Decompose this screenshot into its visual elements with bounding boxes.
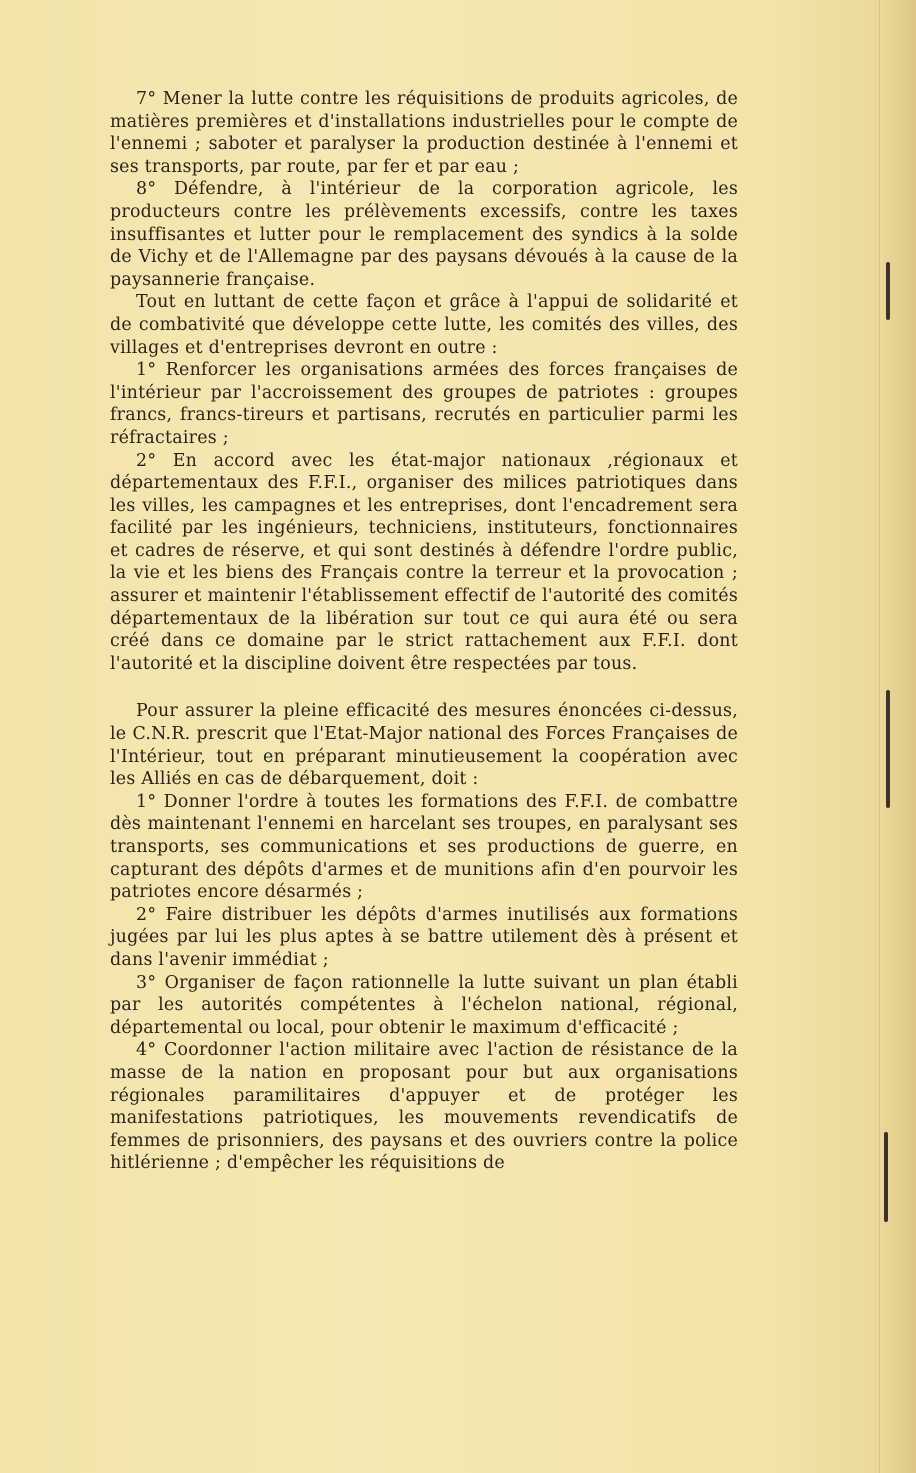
paragraph-comites-item-2: 2° En accord avec les état-major nationaux ,régionaux et départementaux des F.F.I., organiser des milices patriotiques dans les villes, les campagnes et les entreprises, dont l'encadrement sera facilité par les ingénieurs, techniciens, instituteurs, fonctionnaires et cadres de réserve, et qui sont destinés à défendre l'ordre public, la vie et les biens des Français contre la terreur et la provocation ; assurer et maintenir l'établissement effectif de l'autorité des comités départementaux de la libération sur tout ce qui aura été ou sera créé dans ce domaine par le strict rattachement aux F.F.I. dont l'autorité et la discipline doivent être respectées par tous.: [110, 450, 738, 674]
staple-mark: [886, 690, 890, 808]
paragraph-etat-major-item-4: 4° Coordonner l'action militaire avec l'action de résistance de la masse de la nation en proposant pour but aux organisations régionales paramilitaires d'appuyer et de protéger les manifestations patriotiques, les mouvements revendicatifs de femmes de prisonniers, des paysans et des ouvriers contre la police hitlérienne ; d'empêcher les réquisitions de: [110, 1040, 738, 1174]
paragraph-etat-major-item-2: 2° Faire distribuer les dépôts d'armes inutilisés aux formations jugées par lui les plus aptes à se battre utilement dès à présent et dans l'avenir immédiat ;: [110, 904, 738, 970]
paragraph-comites-item-1: 1° Renforcer les organisations armées des forces françaises de l'intérieur par l'accroissement des groupes de patriotes : groupes francs, francs-tireurs et partisans, recrutés en particulier parmi les réfractaires ;: [110, 360, 738, 448]
staple-mark: [884, 1132, 888, 1222]
page-edge: [879, 0, 916, 1473]
staple-mark: [886, 262, 890, 320]
paragraph-intro-etat-major: Pour assurer la pleine efficacité des mesures énoncées ci-dessus, le C.N.R. prescrit que l'Etat-Major national des Forces Françaises de l'Intérieur, tout en préparant minutieusement la coopération avec les Alliés en cas de débarquement, doit :: [110, 701, 738, 790]
paragraph-item-8: 8° Défendre, à l'intérieur de la corporation agricole, les producteurs contre les prélèvements excessifs, contre les taxes insuffisantes et lutter pour le remplacement des syndics à la solde de Vichy et de l'Allemagne par des paysans dévoués à la cause de la paysannerie française.: [110, 179, 738, 290]
paragraph-etat-major-item-1: 1° Donner l'ordre à toutes les formations des F.F.I. de combattre dès maintenant l'ennemi en harcelant ses troupes, en paralysant ses transports, ses communications et ses productions de guerre, en capturant des dépôts d'armes et de munitions afin d'en pourvoir les patriotes encore désarmés ;: [110, 791, 738, 903]
paragraph-intro-comites: Tout en luttant de cette façon et grâce à l'appui de solidarité et de combativité que développe cette lutte, les comités des villes, des villages et d'entreprises devront en outre :: [110, 292, 738, 358]
paragraph-etat-major-item-3: 3° Organiser de façon rationnelle la lutte suivant un plan établi par les autorités compétentes à l'échelon national, régional, départemental ou local, pour obtenir le maximum d'efficacité ;: [110, 972, 738, 1038]
paragraph-item-7: 7° Mener la lutte contre les réquisitions de produits agricoles, de matières premières et d'installations industrielles pour le compte de l'ennemi ; saboter et paralyser la production destinée à l'ennemi et ses transports, par route, par fer et par eau ;: [110, 89, 738, 177]
body-text: [110, 88, 738, 1175]
